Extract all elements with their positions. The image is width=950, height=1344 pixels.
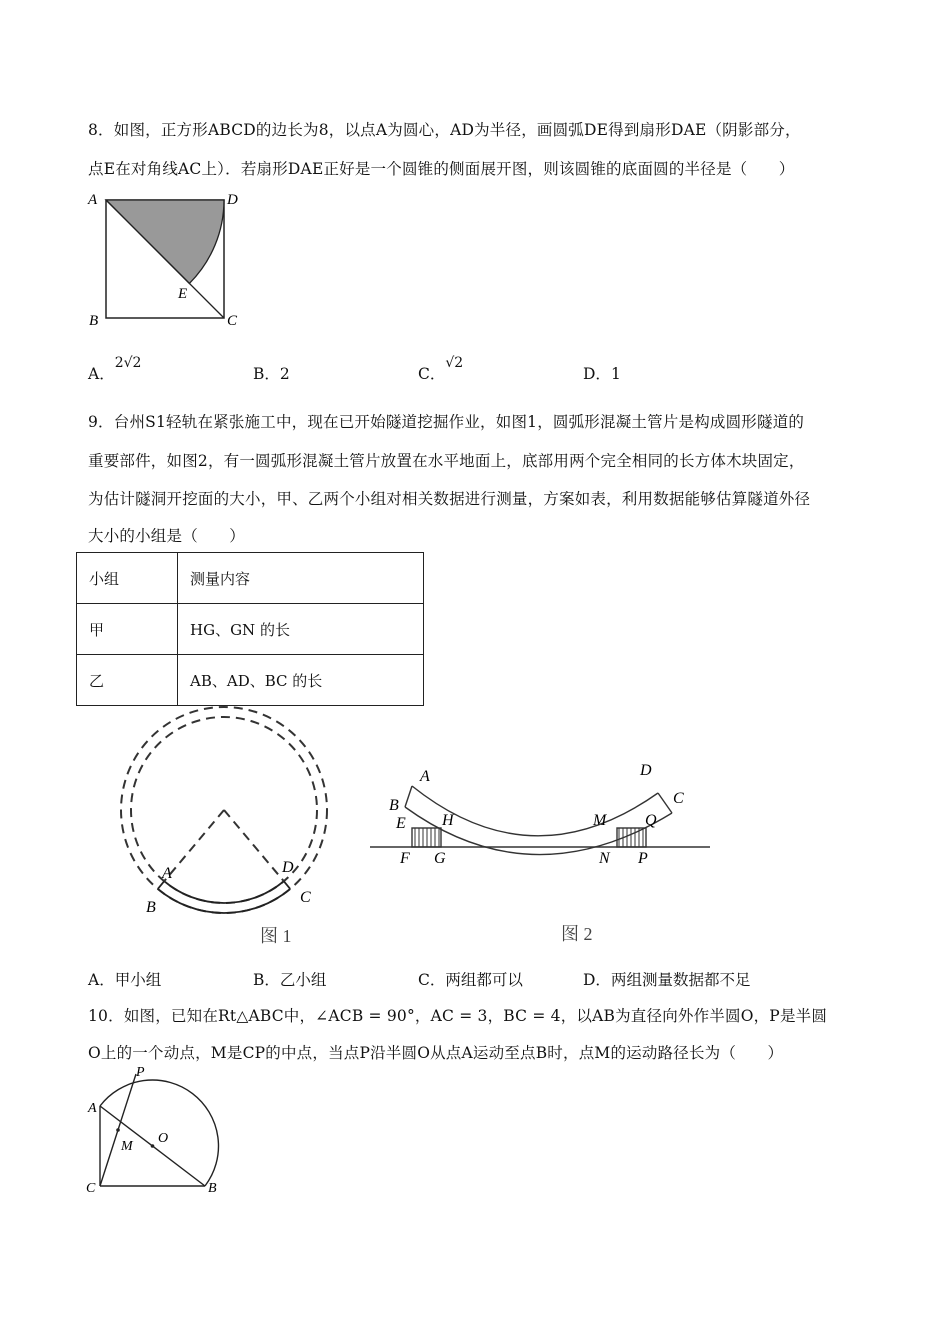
fig2-label-m: M [593, 812, 607, 829]
table-header-row [77, 553, 424, 604]
fig2-label-h: H [442, 812, 454, 829]
option-letter: B． [253, 971, 280, 989]
fig2-label-b: B [389, 797, 399, 814]
q8-label-c: C [227, 313, 238, 329]
fig1-label-a: A [162, 865, 172, 882]
fig2-label-q: Q [645, 812, 657, 829]
option-value: 两组都可以 [445, 971, 523, 989]
q8-label-a: A [88, 192, 98, 208]
q9-figure-2 [365, 755, 715, 950]
q8-text-line-1: 8．如图，正方形ABCD的边长为8，以点A为圆心，AD为半径，画圆弧DE得到扇形DAE（阴影部分， [88, 121, 801, 139]
q9-measurement-table [76, 552, 424, 706]
option-letter: C． [418, 971, 446, 989]
q8-label-d: D [227, 192, 238, 208]
fig2-label-a: A [420, 768, 430, 785]
fig2-label-f: F [400, 850, 410, 867]
q8-option-a[interactable] [88, 355, 142, 384]
fig1-label-d: D [282, 859, 294, 876]
q9-option-c[interactable] [418, 968, 523, 990]
table-cell: AB、AD、BC 的长 [178, 655, 424, 706]
fig1-label-c: C [300, 889, 311, 906]
fig1-caption: 图 1 [260, 926, 292, 946]
q8-option-c[interactable] [418, 355, 464, 384]
fig2-label-p: P [638, 850, 648, 867]
q9-option-b[interactable] [253, 968, 326, 990]
fig2-label-g: G [434, 850, 446, 867]
fig2-label-n: N [599, 850, 610, 867]
option-value: 1 [610, 365, 621, 383]
table-cell: 乙 [77, 655, 178, 706]
table-header-cell: 测量内容 [178, 553, 424, 604]
option-value: 2√2 [114, 355, 142, 371]
option-value: 2 [279, 365, 290, 383]
q8-option-b[interactable] [253, 362, 290, 384]
q10-semicircle-figure [84, 1062, 234, 1197]
q10-label-b: B [208, 1181, 217, 1196]
q9-figure-1 [100, 702, 350, 952]
table-cell: HG、GN 的长 [178, 604, 424, 655]
table-row [77, 604, 424, 655]
q8-square-figure [86, 188, 256, 333]
fig2-label-e: E [396, 815, 406, 832]
table-row [77, 655, 424, 706]
q9-text-line-4: 大小的小组是（ ） [88, 527, 246, 545]
q9-option-d[interactable] [583, 968, 750, 990]
option-value: √2 [445, 355, 464, 371]
q8-option-d[interactable] [583, 362, 621, 384]
option-letter: B． [253, 365, 280, 383]
fig2-caption: 图 2 [561, 924, 593, 944]
q9-option-a[interactable] [88, 968, 161, 990]
fig2-label-c: C [673, 790, 684, 807]
q8-text-line-2: 点E在对角线AC上）．若扇形DAE正好是一个圆锥的侧面展开图，则该圆锥的底面圆的半径是（ ） [88, 160, 795, 178]
q10-label-c: C [86, 1181, 96, 1196]
q8-label-e: E [178, 286, 188, 302]
table-header-cell: 小组 [77, 553, 178, 604]
q10-label-a: A [88, 1101, 97, 1116]
option-letter: A． [88, 365, 115, 383]
q10-text-line-2: O上的一个动点，M是CP的中点，当点P沿半圆O从点A运动至点B时，点M的运动路径长为（ ） [88, 1044, 784, 1062]
q9-text-line-3: 为估计隧洞开挖面的大小，甲、乙两个小组对相关数据进行测量，方案如表，利用数据能够估算隧道外径 [88, 490, 811, 508]
option-letter: C． [418, 365, 446, 383]
q10-label-o: O [158, 1131, 169, 1146]
option-value: 甲小组 [114, 971, 162, 989]
option-value: 乙小组 [279, 971, 327, 989]
q9-text-line-1: 9．台州S1轻轨在紧张施工中，现在已开始隧道挖掘作业，如图1，圆弧形混凝土管片是构成圆形隧道的 [88, 413, 805, 431]
option-value: 两组测量数据都不足 [610, 971, 751, 989]
q10-label-m: M [121, 1139, 133, 1154]
q10-label-p: P [136, 1065, 145, 1080]
table-cell: 甲 [77, 604, 178, 655]
option-letter: D． [583, 365, 611, 383]
q8-label-b: B [89, 313, 99, 329]
q9-text-line-2: 重要部件，如图2，有一圆弧形混凝土管片放置在水平地面上，底部用两个完全相同的长方体木块固定， [88, 452, 805, 470]
fig1-label-b: B [146, 899, 156, 916]
q10-text-line-1: 10．如图，已知在Rt△ABC中，∠ACB = 90°，AC = 3，BC = 4，以AB为直径向外作半圆O，P是半圆 [88, 1007, 828, 1025]
fig2-label-d: D [640, 762, 652, 779]
option-letter: A． [88, 971, 115, 989]
option-letter: D． [583, 971, 611, 989]
